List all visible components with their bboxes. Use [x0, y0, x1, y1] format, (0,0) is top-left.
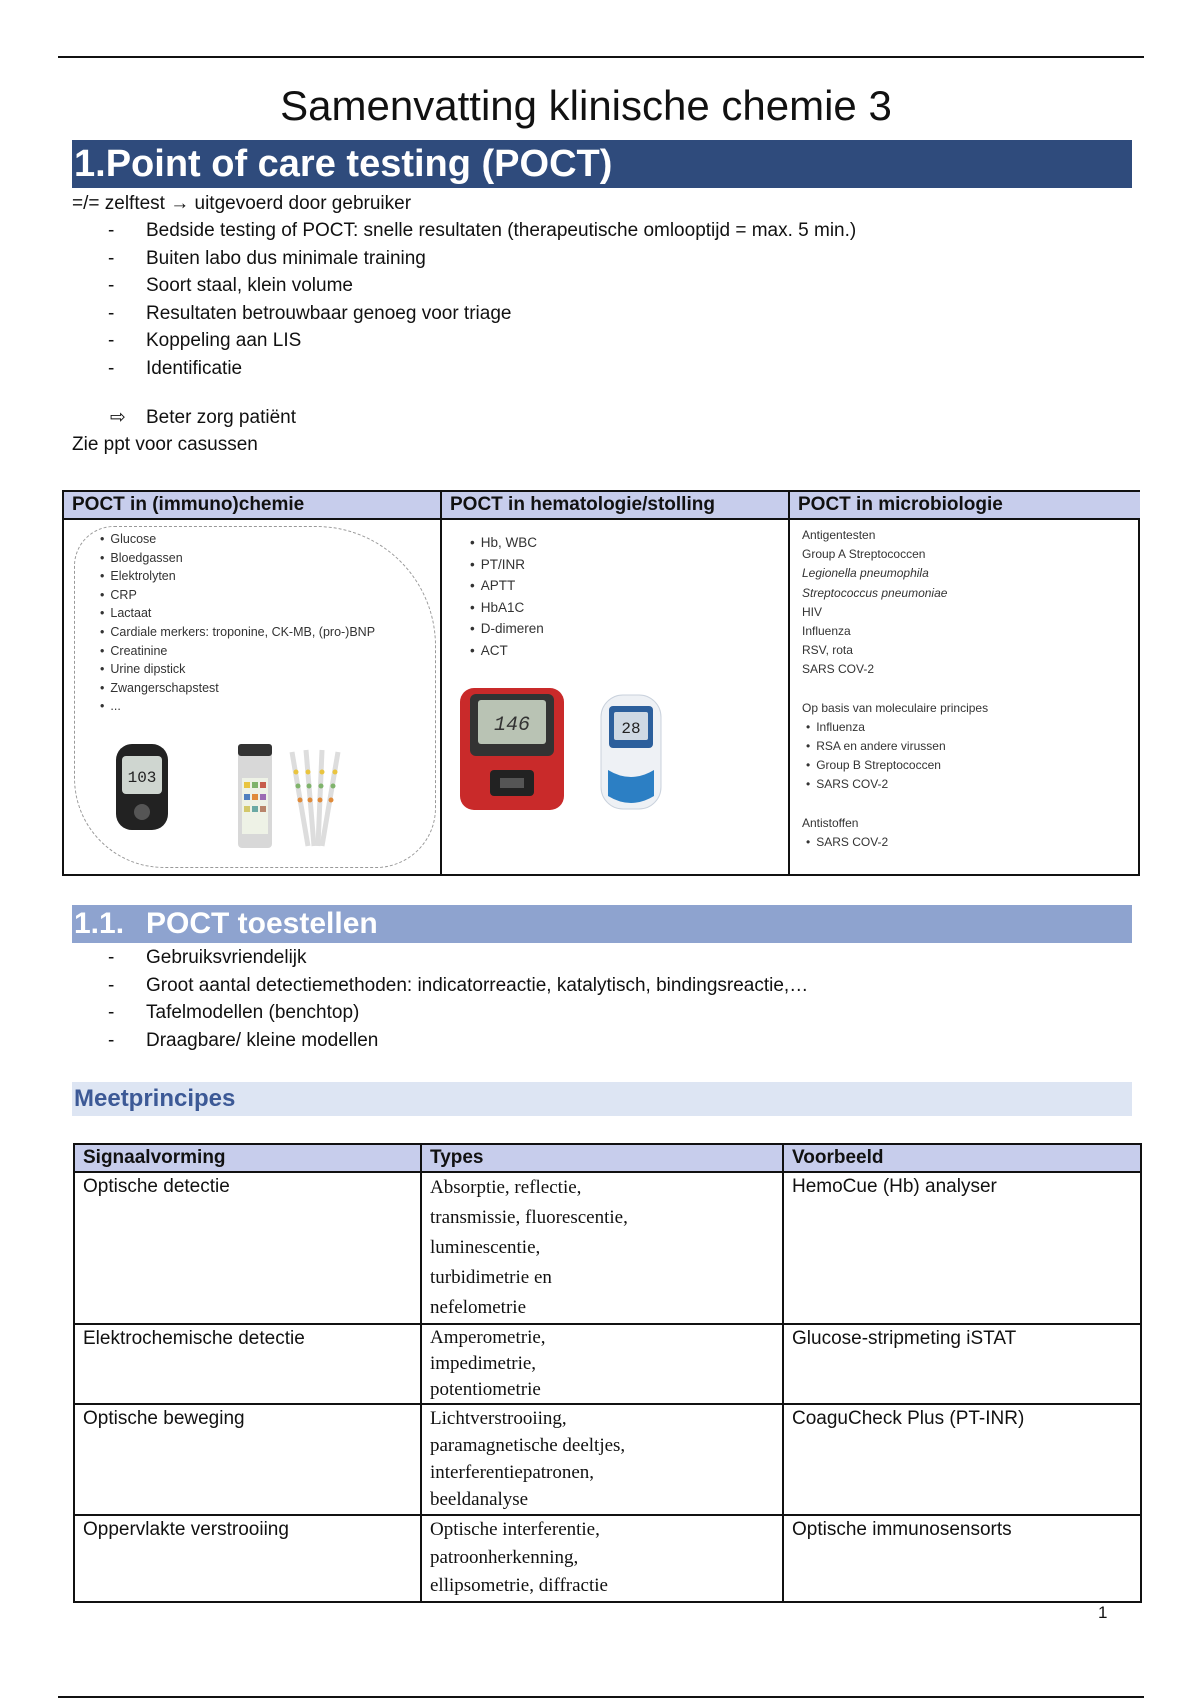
types-line: Lichtverstrooiing,	[430, 1408, 567, 1429]
molecular-title: Op basis van moleculaire principes	[802, 700, 989, 715]
types-cell	[421, 1404, 783, 1515]
meetprincipes-table	[73, 1143, 1142, 1603]
list-item: • Lactaat	[100, 604, 375, 623]
casussen-note: Zie ppt voor casussen	[72, 434, 258, 455]
analyser-display: 146	[493, 714, 531, 737]
list-item: • Cardiale merkers: troponine, CK-MB, (pro-)BNP	[100, 623, 375, 642]
list-item: • Hb, WBC	[470, 532, 544, 554]
glucose-meter-image	[114, 742, 170, 832]
list-item: - Draagbare/ kleine modellen	[104, 1027, 808, 1055]
types-line: luminescentie,	[430, 1237, 541, 1258]
table-row	[74, 1515, 1141, 1602]
voorbeeld-cell: Glucose-stripmeting iSTAT	[783, 1324, 1141, 1404]
section-1-bullet-list	[104, 217, 856, 382]
list-item: • Bloedgassen	[100, 549, 375, 568]
list-item: - Koppeling aan LIS	[104, 327, 856, 355]
types-line: turbidimetrie en	[430, 1267, 552, 1288]
poct-overview-table	[62, 490, 1140, 876]
list-item: - Tafelmodellen (benchtop)	[104, 999, 808, 1027]
top-rule	[58, 56, 1144, 58]
types-line: Optische interferentie,	[430, 1519, 600, 1540]
list-item: • PT/INR	[470, 554, 544, 576]
list-item: - Soort staal, klein volume	[104, 272, 856, 300]
list-item: - Groot aantal detectiemethoden: indicatorreactie, katalytisch, bindingsreactie,…	[104, 972, 808, 1000]
list-item: - Bedside testing of POCT: snelle resultaten (therapeutische omlooptijd = max. 5 min.)	[104, 217, 856, 245]
types-line: beeldanalyse	[430, 1489, 529, 1510]
list-item: - Resultaten betrouwbaar genoeg voor triage	[104, 300, 856, 328]
poct-column-hematologie	[440, 492, 788, 874]
list-item: SARS COV-2	[802, 662, 875, 677]
list-item: • D-dimeren	[470, 618, 544, 640]
page-number: 1	[1098, 1603, 1108, 1622]
arrow-right-icon: ⇨	[110, 407, 126, 428]
voorbeeld-cell: HemoCue (Hb) analyser	[783, 1172, 1141, 1324]
antigen-title: Antigentesten	[802, 528, 876, 542]
chemie-list	[100, 530, 375, 716]
list-item: • Glucose	[100, 530, 375, 549]
signaal-cell: Optische beweging	[74, 1404, 421, 1515]
hemoglobin-meter-image	[598, 692, 664, 812]
types-line: patroonherkenning,	[430, 1547, 579, 1568]
types-cell	[421, 1324, 783, 1404]
voorbeeld-cell: CoaguCheck Plus (PT-INR)	[783, 1404, 1141, 1515]
poct-header-hematologie: POCT in hematologie/stolling	[442, 492, 788, 520]
hemato-list	[470, 532, 544, 661]
coagulation-analyser-image	[456, 684, 568, 814]
list-item: • SARS COV-2	[806, 833, 988, 852]
list-item: • Zwangerschapstest	[100, 679, 375, 698]
hemoglobin-meter-display: 28	[621, 720, 641, 738]
list-item: • ...	[100, 697, 375, 716]
voorbeeld-cell: Optische immunosensorts	[783, 1515, 1141, 1602]
section-1-1-heading	[72, 905, 1132, 943]
section-1-heading	[72, 140, 1132, 188]
poct-column-microbiologie	[788, 492, 1140, 874]
list-item: Influenza	[802, 624, 851, 639]
poct-column-chemie	[64, 492, 440, 874]
column-header-types: Types	[421, 1144, 783, 1172]
page-title: Samenvatting klinische chemie 3	[280, 82, 892, 129]
types-line: ellipsometrie, diffractie	[430, 1575, 608, 1596]
signaal-cell: Oppervlakte verstrooiing	[74, 1515, 421, 1602]
types-line: Absorptie, reflectie,	[430, 1177, 582, 1198]
list-item: RSV, rota	[802, 643, 853, 658]
micro-list	[802, 526, 988, 852]
poct-header-microbiologie: POCT in microbiologie	[790, 492, 1140, 520]
types-line: Amperometrie,	[430, 1327, 546, 1348]
types-cell	[421, 1515, 783, 1602]
section-1-intro: =/= zelftest → uitgevoerd door gebruiker	[72, 193, 412, 214]
list-item: - Buiten labo dus minimale training	[104, 245, 856, 273]
signaal-cell: Optische detectie	[74, 1172, 421, 1324]
table-row	[74, 1172, 1141, 1324]
types-line: nefelometrie	[430, 1297, 527, 1318]
table-row	[74, 1404, 1141, 1515]
meetprincipes-heading: Meetprincipes	[72, 1082, 1132, 1116]
list-item: • RSA en andere virussen	[806, 737, 988, 756]
column-header-voorbeeld: Voorbeeld	[783, 1144, 1141, 1172]
types-line: potentiometrie	[430, 1379, 541, 1400]
list-item: Streptococcus pneumoniae	[802, 585, 948, 600]
list-item: - Identificatie	[104, 355, 856, 383]
list-item: HIV	[802, 604, 823, 619]
section-1-1-number: 1.1.	[74, 907, 125, 940]
list-item: • Urine dipstick	[100, 660, 375, 679]
bottom-rule	[58, 1696, 1144, 1698]
types-cell	[421, 1172, 783, 1324]
conclusion-text: Beter zorg patiënt	[146, 407, 296, 428]
signaal-cell: Elektrochemische detectie	[74, 1324, 421, 1404]
table-header-row	[74, 1144, 1141, 1172]
table-row	[74, 1324, 1141, 1404]
list-item: • Influenza	[806, 718, 988, 737]
section-1-number: 1.	[74, 143, 106, 185]
list-item: • APTT	[470, 575, 544, 597]
list-item: Group A Streptococcen	[802, 547, 926, 562]
list-item: • CRP	[100, 586, 375, 605]
section-1-title: Point of care testing (POCT)	[105, 143, 613, 185]
section-1-1-bullet-list	[104, 944, 808, 1054]
section-1-1-title: POCT toestellen	[146, 907, 378, 940]
list-item: • HbA1C	[470, 597, 544, 619]
types-line: interferentiepatronen,	[430, 1462, 595, 1483]
antibody-title: Antistoffen	[802, 815, 859, 830]
list-item: • SARS COV-2	[806, 775, 988, 794]
glucose-meter-display: 103	[127, 769, 157, 787]
column-header-signaalvorming: Signaalvorming	[74, 1144, 421, 1172]
list-item: • ACT	[470, 640, 544, 662]
list-item: Legionella pneumophila	[802, 566, 929, 581]
list-item: - Gebruiksvriendelijk	[104, 944, 808, 972]
list-item: • Group B Streptococcen	[806, 756, 988, 775]
conclusion-line	[110, 406, 296, 429]
list-item: • Elektrolyten	[100, 567, 375, 586]
types-line: transmissie, fluorescentie,	[430, 1207, 628, 1228]
types-line: impedimetrie,	[430, 1353, 537, 1374]
list-item: • Creatinine	[100, 642, 375, 661]
types-line: paramagnetische deeltjes,	[430, 1435, 626, 1456]
poct-header-chemie: POCT in (immuno)chemie	[64, 492, 440, 520]
urine-dipstick-image	[234, 742, 364, 852]
